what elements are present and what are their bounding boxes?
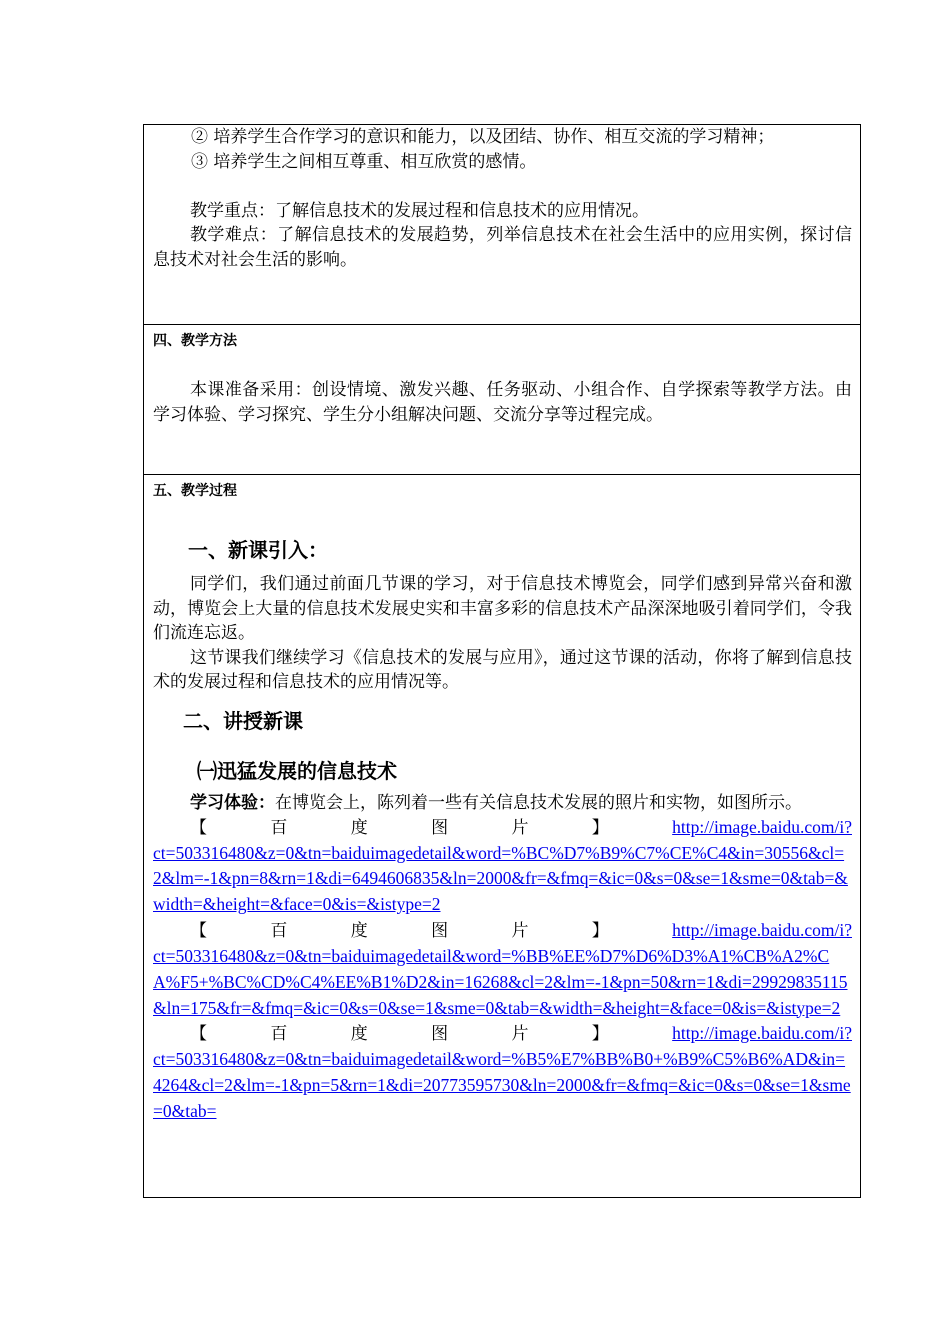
image-reference-label: 【 百 度 图 片 】 http://image.baidu.com/i? (190, 817, 852, 838)
teaching-goals-cell (144, 125, 861, 325)
lecture-heading: 二、讲授新课 (183, 708, 303, 733)
image-link-1-start[interactable]: http://image.baidu.com/i? (672, 817, 852, 837)
section-heading-process: 五、教学过程 (153, 483, 237, 499)
image-link-1[interactable]: ct=503316480&z=0&tn=baiduimagedetail&word=%BC%D7%B9%C7%CE%C4&in=30556&cl=2&lm=-1&pn=8&rn=1&di=6494606835&ln=2000&fr=&fmq=&ic=0&s=0&se=1&sme=0&tab=&width=&height=&face=0&is=&istype=2 (153, 842, 848, 915)
intro-paragraph-2: 这节课我们继续学习《信息技术的发展与应用》，通过这节课的活动，你将了解到信息技术的发展过程和信息技术的应用情况等。 (153, 647, 852, 692)
teaching-process-cell (144, 475, 861, 1198)
experience-paragraph (153, 791, 852, 816)
experience-label: 学习体验： (190, 792, 275, 813)
teaching-method-cell (144, 325, 861, 475)
image-link-3-start[interactable]: http://image.baidu.com/i? (672, 1023, 852, 1044)
image-link-2-start[interactable]: http://image.baidu.com/i? (672, 920, 852, 941)
image-reference-3 (153, 1021, 852, 1124)
goal-3: ③ 培养学生之间相互尊重、相互欣赏的感情。 (191, 151, 537, 172)
intro-paragraph-1: 同学们，我们通过前面几节课的学习，对于信息技术博览会，同学们感到异常兴奋和激动，博览会上大量的信息技术发展史实和丰富多彩的信息技术产品深深地吸引着同学们，令我们流连忘返。 (153, 574, 852, 643)
difficulty: 教学难点：了解信息技术的发展趋势，列举信息技术在社会生活中的应用实例，探讨信息技术对社会生活的影响。 (153, 225, 852, 270)
image-reference-label: 【 百 度 图 片 】 http://image.baidu.com/i? (190, 1023, 852, 1045)
image-reference-2 (153, 918, 852, 1021)
intro-heading: 一、新课引入： (188, 538, 328, 562)
section-heading-method: 四、教学方法 (153, 333, 237, 349)
goal-2: ② 培养学生合作学习的意识和能力，以及团结、协作、相互交流的学习精神； (191, 127, 775, 147)
method-body: 本课准备采用：创设情境、激发兴趣、任务驱动、小组合作、自学探索等教学方法。由学习体验、学习探究、学生分小组解决问题、交流分享等过程完成。 (153, 380, 852, 425)
image-link-3[interactable]: ct=503316480&z=0&tn=baiduimagedetail&word=%B5%E7%BB%B0+%B9%C5%B6%AD&in=4264&cl=2&lm=-1&pn=5&rn=1&di=20773595730&ln=2000&fr=&fmq=&ic=0&s=0&se=1&sme=0&tab= (153, 1048, 851, 1121)
experience-text: 在博览会上，陈列着一些有关信息技术发展的照片和实物，如图所示。 (275, 792, 802, 813)
image-link-2[interactable]: ct=503316480&z=0&tn=baiduimagedetail&word=%BB%EE%D7%D6%D3%A1%CB%A2%CA%F5+%BC%CD%C4%EE%B1%D2&in=16268&cl=2&lm=-1&pn=50&rn=1&di=29929835115&ln=175&fr=&fmq=&ic=0&s=0&se=1&sme=0&tab=&width=&height=&face=0&is=&istype=2 (153, 945, 848, 1018)
image-reference-label: 【 百 度 图 片 】 http://image.baidu.com/i? (190, 920, 852, 942)
image-reference-1 (153, 815, 852, 918)
lesson-plan-table (143, 124, 861, 1198)
sub-heading: ㈠迅猛发展的信息技术 (197, 758, 397, 783)
key-point: 教学重点：了解信息技术的发展过程和信息技术的应用情况。 (190, 200, 649, 221)
